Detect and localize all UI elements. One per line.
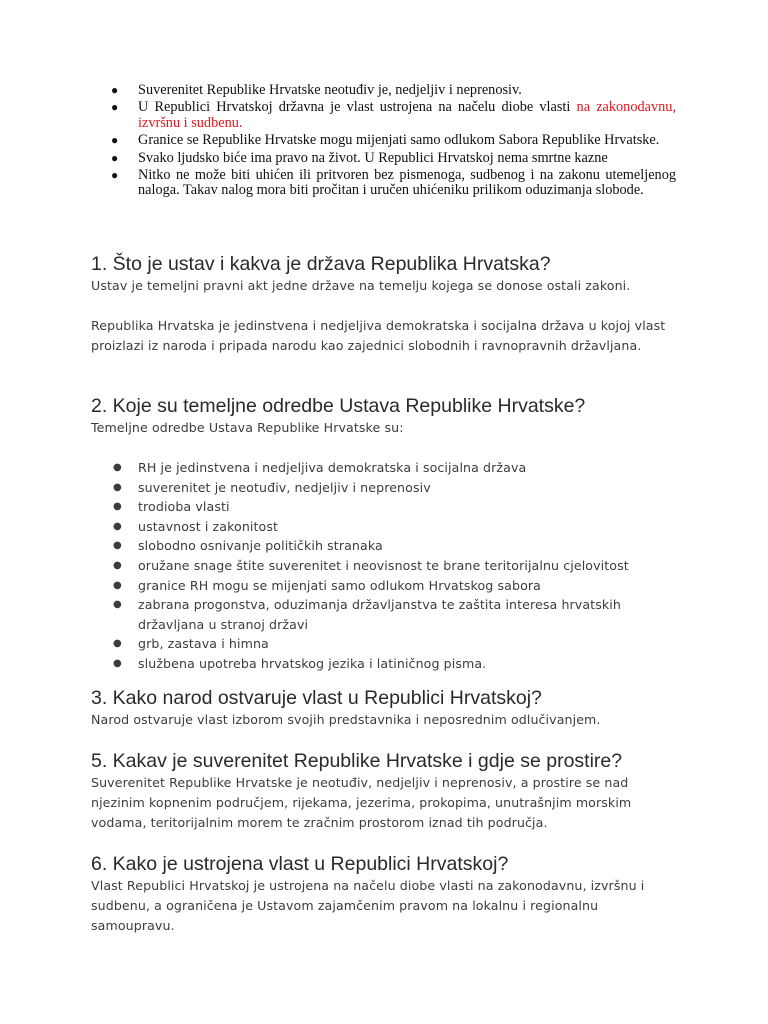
list-item-text: U Republici Hrvatskoj državna je vlast ustrojena na načelu diobe vlasti — [138, 99, 577, 116]
list-item — [91, 634, 691, 654]
list-item — [108, 100, 676, 131]
list-item-text: RH je jedinstvena i nedjeljiva demokratska i socijalna država — [138, 460, 527, 475]
bullet-icon: ● — [113, 657, 122, 669]
list-item — [91, 517, 691, 537]
list-item-text: trodioba vlasti — [138, 499, 230, 515]
section-1 — [91, 252, 691, 356]
list-item — [91, 576, 691, 596]
list-item-text: grb, zastava i himna — [138, 636, 269, 652]
highlighted-text: na zakonodavnu, izvršnu i sudbenu. — [138, 99, 676, 131]
section-heading: 5. Kakav je suverenitet Republike Hrvatske i gdje se prostire? — [91, 750, 623, 772]
section-intro: Temeljne odredbe Ustava Republike Hrvatske su: — [91, 420, 404, 435]
section-paragraph: Republika Hrvatska je jedinstvena i nedjeljiva demokratska i socijalna država u kojoj vlast proizlazi iz naroda i pripada narodu kao zajednici slobodnih i ravnopravnih državljana. — [91, 318, 666, 353]
section-6 — [91, 852, 691, 936]
list-item-text: zabrana progonstva, oduzimanja državljanstva te zaštita interesa hrvatskih državljana u stranoj državi — [138, 597, 621, 632]
bullet-icon: ● — [113, 481, 122, 493]
list-item — [108, 83, 676, 98]
bullet-icon: ● — [113, 579, 122, 591]
section-paragraph: Ustav je temeljni pravni akt jedne države na temelju kojega se donose ostali zakoni. — [91, 278, 631, 293]
list-item-text: slobodno osnivanje političkih stranaka — [138, 538, 383, 554]
bullet-icon: ● — [111, 133, 119, 148]
list-item-text: suverenitet je neotuđiv, nedjeljiv i neprenosiv — [138, 479, 431, 495]
section-3 — [91, 686, 691, 730]
bullet-icon: ● — [113, 599, 122, 611]
list-item — [91, 458, 691, 478]
list-item — [91, 595, 691, 634]
list-item — [91, 556, 691, 576]
bullet-icon: ● — [113, 501, 122, 513]
list-item — [91, 497, 691, 517]
list-item-text: službena upotreba hrvatskog jezika i latiničnog pisma. — [138, 655, 487, 671]
section-heading: 6. Kako je ustrojena vlast u Republici Hrvatskoj? — [91, 853, 509, 875]
bullet-icon: ● — [113, 520, 122, 532]
bullet-icon: ● — [113, 638, 122, 650]
bullet-icon: ● — [113, 462, 122, 473]
list-item-text: Nitko ne može biti uhićen ili pritvoren bez pismenoga, sudbenog i na zakonu utemeljenog naloga. Takav nalog mora biti pročitan i uručen uhićeniku prilikom oduzimanja slobode. — [138, 167, 676, 199]
constitution-bullet-list — [108, 83, 676, 201]
list-item-text: oružane snage štite suverenitet i neovisnost te brane teritorijalnu cjelovitost — [138, 557, 629, 573]
section-5 — [91, 749, 691, 833]
list-item — [91, 478, 691, 498]
section-2 — [91, 394, 691, 674]
section-paragraph: Vlast Republici Hrvatskoj je ustrojena na načelu diobe vlasti na zakonodavnu, izvršnu i sudbenu, a ograničena je Ustavom zajamčenim pravom na lokalnu i regionalnu samoupravu. — [91, 878, 645, 933]
bullet-icon: ● — [113, 559, 122, 571]
list-item-text: granice RH mogu se mijenjati samo odlukom Hrvatskog sabora — [138, 577, 541, 593]
bullet-icon: ● — [111, 168, 119, 183]
list-item-text: ustavnost i zakonitost — [138, 518, 279, 534]
bullet-icon: ● — [111, 150, 119, 165]
list-item — [108, 168, 676, 199]
bullet-icon: ● — [111, 100, 119, 115]
section-paragraph: Narod ostvaruje vlast izborom svojih predstavnika i neposrednim odlučivanjem. — [91, 712, 601, 727]
list-item-text: Granice se Republike Hrvatske mogu mijenjati samo odlukom Sabora Republike Hrvatske. — [138, 132, 660, 149]
section-heading: 2. Koje su temeljne odredbe Ustava Republike Hrvatske? — [91, 395, 586, 417]
list-item-text: Suverenitet Republike Hrvatske neotuđiv je, nedjeljiv i neprenosiv. — [138, 82, 522, 98]
bullet-icon: ● — [111, 83, 119, 97]
list-item-text: Svako ljudsko biće ima pravo na život. U Republici Hrvatskoj nema smrtne kazne — [138, 149, 608, 166]
list-item — [91, 654, 691, 674]
list-item — [108, 133, 676, 148]
bullet-icon: ● — [113, 540, 122, 552]
section-heading: 1. Što je ustav i kakva je država Republika Hrvatska? — [91, 253, 551, 275]
list-item — [91, 536, 691, 556]
section-paragraph: Suverenitet Republike Hrvatske je neotuđiv, nedjeljiv i neprenosiv, a prostire se nad njezinim kopnenim područjem, rijekama, jezerima, prokopima, unutrašnjim morskim vodama, teritorijalnim morem te zračnim prostorom iznad tih područja. — [91, 775, 632, 830]
section-heading: 3. Kako narod ostvaruje vlast u Republici Hrvatskoj? — [91, 687, 542, 709]
provisions-list — [91, 458, 691, 674]
list-item — [108, 151, 676, 166]
